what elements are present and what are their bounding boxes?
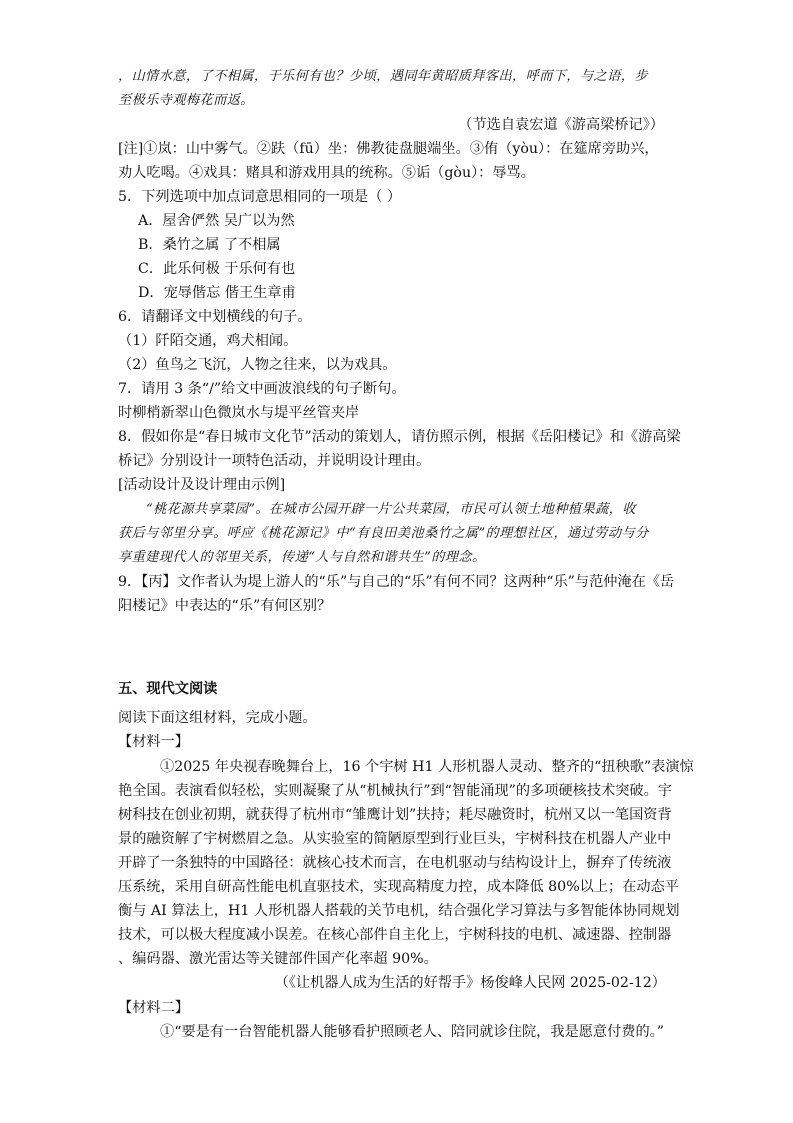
example-heading: [活动设计及设计理由示例] bbox=[118, 477, 286, 493]
question-7-sentence: 时柳梢新翠山色微岚水与堤平丝管夹岸 bbox=[118, 405, 360, 421]
material-1-line-2: 艳全国。表演看似轻松，实则凝聚了从“机械执行”到“智能涌现”的多项硬核技术突破。宇 bbox=[118, 783, 672, 799]
material-1-line-4: 景的融资解了宇树燃眉之急。从实验室的简陋原型到行业巨头，宇树科技在机器人产业中 bbox=[118, 831, 672, 847]
material-1-line-7: 衡与 AI 算法上，H1 人形机器人搭载的关节电机，结合强化学习算法与多智能体协同规划 bbox=[118, 903, 680, 919]
material-1-line-9: 、编码器、激光雷达等关键部件国产化率超 90%。 bbox=[118, 951, 438, 967]
question-5: 5．下列选项中加点词意思相同的一项是（ ） bbox=[118, 189, 402, 205]
material-2-heading: 【材料二】 bbox=[118, 1000, 189, 1016]
option-b: B．桑竹之属 了不相属 bbox=[138, 237, 281, 253]
material-1-line-8: 技术，可以极大程度减小误差。在核心部件自主化上，宇树科技的电机、减速器、控制器 bbox=[118, 927, 672, 943]
reading-instruction: 阅读下面这组材料，完成小题。 bbox=[118, 710, 317, 726]
question-8-line-1: 8．假如你是“春日城市文化节”活动的策划人，请仿照示例，根据《岳阳楼记》和《游高梁 bbox=[118, 429, 681, 445]
question-9-line-1: 9．【丙】文作者认为堤上游人的“乐”与自己的“乐”有何不同？这两种“乐”与范仲淹在《岳 bbox=[118, 574, 675, 590]
note-line-2: 劝人吃喝。④戏具：赌具和游戏用具的统称。⑤诟（gòu）：辱骂。 bbox=[118, 165, 535, 181]
material-1-line-1: ①2025 年央视春晚舞台上，16 个宇树 H1 人形机器人灵动、整齐的“扭秧歌”表演惊 bbox=[160, 759, 694, 775]
material-1-source: （《让机器人成为生活的好帮手》杨俊峰人民网 2025-02-12） bbox=[274, 975, 666, 991]
note-line-1: [注]①岚：山中雾气。②趺（fū）坐：佛教徒盘腿端坐。③侑（yòu）：在筵席旁助兴， bbox=[118, 141, 659, 157]
material-1-line-3: 树科技在创业初期，就获得了杭州市“雏鹰计划”扶持；耗尽融资时，杭州又以一笔国资背 bbox=[118, 807, 672, 823]
section-title: 五、现代文阅读 bbox=[118, 681, 218, 697]
question-6-1: （1）阡陌交通，鸡犬相闻。 bbox=[118, 333, 298, 349]
option-d: D．宠辱偕忘 偕王生章甫 bbox=[138, 285, 296, 301]
option-a: A．屋舍俨然 吴广以为然 bbox=[138, 213, 295, 229]
poem-line-1: ，山情水意，了不相属，于乐何有也？少顷，遇同年黄昭质拜客出，呼而下，与之语，步 bbox=[118, 69, 648, 84]
material-1-heading: 【材料一】 bbox=[118, 734, 189, 750]
material-1-line-6: 压系统，采用自研高性能电机直驱技术，实现高精度力控，成本降低 80%以上；在动态平 bbox=[118, 879, 679, 895]
question-9-line-2: 阳楼记》中表达的“乐”有何区别？ bbox=[118, 598, 332, 614]
poem-line-2: 至极乐寺观梅花而返。 bbox=[118, 93, 254, 108]
question-6-2: （2）鱼鸟之飞沉，人物之往来，以为戏具。 bbox=[118, 357, 397, 373]
option-c: C．此乐何极 于乐何有也 bbox=[138, 261, 296, 277]
material-1-line-5: 开辟了一条独特的中国路径：就核心技术而言，在电机驱动与结构设计上，摒弃了传统液 bbox=[118, 855, 672, 871]
question-8-line-2: 桥记》分别设计一项特色活动，并说明设计理由。 bbox=[118, 453, 431, 469]
question-7: 7．请用 3 条“/”给文中画波浪线的句子断句。 bbox=[118, 381, 406, 397]
question-6: 6．请翻译文中划横线的句子。 bbox=[118, 309, 312, 325]
material-2-line-1: ①“要是有一台智能机器人能够看护照顾老人、陪同就诊住院，我是愿意付费的。” bbox=[160, 1024, 664, 1040]
example-line-1: “桃花源共享菜园”。在城市公园开辟一片公共菜园，市民可认领土地种植果蔬，收 bbox=[146, 502, 636, 517]
source-citation: （节选自袁宏道《游高梁桥记》） bbox=[458, 117, 664, 133]
example-line-3: 享重建现代人的邻里关系，传递“人与自然和谐共生”的理念。 bbox=[118, 550, 486, 565]
example-line-2: 获后与邻里分享。呼应《桃花源记》中“有良田美池桑竹之属”的理想社区，通过劳动与分 bbox=[118, 526, 649, 541]
